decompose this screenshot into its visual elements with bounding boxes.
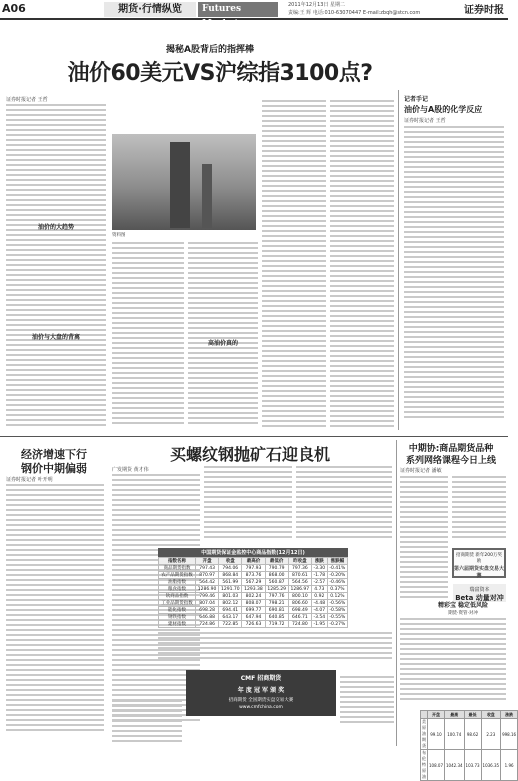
- table-cell: 646.71: [288, 614, 311, 621]
- table-cell: 798.21: [265, 600, 288, 607]
- table-cell: 1036.35: [481, 750, 501, 781]
- sidebar-title: 油价与A股的化学反应: [404, 105, 483, 114]
- sidebar-byline: 证券时报记者 王哲: [404, 118, 446, 124]
- bottom-left-headline-1: 经济增速下行: [21, 448, 87, 461]
- table-cell: 561.99: [219, 579, 242, 586]
- table-cell: 998.16: [501, 719, 518, 750]
- bottom-mid-text-3: [296, 466, 392, 541]
- oil-table-header-row: [421, 711, 518, 719]
- table-row: [159, 579, 348, 586]
- beta-ad-detail: 期货·资管·对冲: [448, 611, 478, 616]
- section-title: 期货·行情纵览: [104, 2, 196, 17]
- bottom-right-headline-2: 系列网络课程今日上线: [405, 456, 496, 466]
- table-note: [158, 632, 392, 662]
- table-cell: 790.79: [265, 565, 288, 572]
- table-cell: 98.62: [464, 719, 481, 750]
- table-row: [159, 621, 348, 628]
- table-row: [159, 600, 348, 607]
- sidebar-label: 记者手记: [404, 96, 429, 103]
- table-cell: 794.06: [219, 565, 242, 572]
- table-cell: -0.27%: [327, 621, 347, 628]
- table-header: 昨收盘: [288, 558, 311, 565]
- table-cell: -3.54: [311, 614, 327, 621]
- bottom-mid-text-2: [204, 466, 292, 541]
- table-cell: 690.81: [265, 607, 288, 614]
- table-cell: -1.95: [311, 621, 327, 628]
- lead-subhead-1: 油价的大趋势: [37, 224, 74, 231]
- table-cell: 799.46: [196, 593, 219, 600]
- table-cell: 商品期货指数: [159, 565, 196, 572]
- table-cell: 802.24: [242, 593, 265, 600]
- table-cell: 100.74: [445, 719, 465, 750]
- table-row: [159, 614, 348, 621]
- lead-column-2-text: [112, 242, 184, 427]
- table-cell: -0.41%: [327, 565, 347, 572]
- page-number: A06: [2, 2, 26, 15]
- table-cell: -4.48: [311, 600, 327, 607]
- table-cell: 797.93: [242, 565, 265, 572]
- oil-table-header: 收盘: [481, 711, 501, 719]
- table-cell: 1286.97: [288, 586, 311, 593]
- table-cell: 870.61: [288, 572, 311, 579]
- table-cell: 1.96: [501, 750, 518, 781]
- table-cell: 0.92: [311, 593, 327, 600]
- sidebar-text: [404, 126, 504, 421]
- table-header: 涨跌幅: [327, 558, 347, 565]
- table-cell: 108.07: [428, 750, 445, 781]
- table-cell: 643.17: [219, 614, 242, 621]
- bottom-left-byline: 证券时报记者 叶开明: [6, 477, 53, 483]
- section-title-en: Futures Market: [198, 2, 278, 17]
- bottom-right-headline-1: 中期协:商品期货品种: [408, 444, 494, 454]
- table-cell: 1042.34: [445, 750, 465, 781]
- table-cell: 719.72: [265, 621, 288, 628]
- table-cell: 103.73: [464, 750, 481, 781]
- table-cell: 560.87: [265, 579, 288, 586]
- table-cell: 722.85: [219, 621, 242, 628]
- table-header: 涨跌: [311, 558, 327, 565]
- lead-subhead-3: 高油价真的: [207, 340, 238, 347]
- table-row: [159, 586, 348, 593]
- table-cell: 724.86: [196, 621, 219, 628]
- cmf-advertisement[interactable]: [186, 670, 336, 716]
- table-cell: 软商品指数: [159, 593, 196, 600]
- table-cell: -3.30: [311, 565, 327, 572]
- oil-table-header: 涨跌: [501, 711, 518, 719]
- table-header: 收盘: [219, 558, 242, 565]
- beta-ad-tagline: 精彩宝 稳定低风险: [437, 602, 489, 609]
- table-cell: 564.42: [196, 579, 219, 586]
- table-header-row: [159, 558, 348, 565]
- lead-column-5-text: [330, 100, 394, 430]
- contest-advertisement[interactable]: [452, 548, 506, 578]
- oil-table-header: [421, 711, 428, 719]
- lead-subhead-2: 油价与大盘的背离: [31, 334, 80, 341]
- table-row: [159, 593, 348, 600]
- bottom-right-text-3: [400, 618, 506, 703]
- bottom-mid-text-5: [340, 676, 394, 726]
- table-cell: 647.94: [242, 614, 265, 621]
- table-cell: 870.97: [196, 572, 219, 579]
- beta-ad-sub: 瑞富资本: [469, 587, 490, 593]
- table-cell: 布伦特原油: [422, 750, 426, 779]
- oil-table-header: 最低: [464, 711, 481, 719]
- table-cell: -1.78: [311, 572, 327, 579]
- table-cell: -0.58%: [327, 607, 347, 614]
- oil-table-header: 开盘: [428, 711, 445, 719]
- table-cell: 726.63: [242, 621, 265, 628]
- bottom-left-headline-2: 钢价中期偏弱: [21, 462, 87, 475]
- lead-kicker: 揭秘A股背后的指挥棒: [166, 45, 254, 55]
- lead-byline: 证券时报记者 王哲: [6, 97, 48, 103]
- table-cell: 1285.29: [265, 586, 288, 593]
- table-cell: 646.88: [196, 614, 219, 621]
- lead-photo: [112, 134, 256, 230]
- table-header: 指数名称: [159, 558, 196, 565]
- table-cell: 868.84: [219, 572, 242, 579]
- table-cell: 1286.90: [196, 586, 219, 593]
- table-cell: 873.76: [242, 572, 265, 579]
- table-cell: -2.57: [311, 579, 327, 586]
- oil-table-body: [421, 719, 518, 781]
- contest-ad-title: 第六届期货实盘交易大赛: [454, 566, 505, 579]
- table-cell: 806.60: [288, 600, 311, 607]
- table-cell: 724.80: [288, 621, 311, 628]
- bottom-mid-byline: 广发期货 黄才伟: [112, 467, 149, 473]
- lead-headline: 油价60美元VS沪综指3100点?: [67, 61, 373, 86]
- table-cell: 868.00: [265, 572, 288, 579]
- section-divider: [0, 436, 508, 437]
- table-cell: 99.10: [428, 719, 445, 750]
- table-cell: 694.41: [219, 607, 242, 614]
- table-cell: 钢铁指数: [159, 614, 196, 621]
- table-cell: 698.49: [288, 607, 311, 614]
- photo-caption: 资料图: [112, 233, 126, 238]
- table-caption: 中国期货保证金监控中心商品指数(12月12日): [158, 548, 348, 557]
- bottom-mid-headline: 买螺纹钢抛矿石迎良机: [169, 445, 330, 464]
- issue-meta: 责编:王 辉 电话:010-63070447 E-mail:zbqh@stcn.com: [288, 10, 421, 16]
- table-header: 开盘: [196, 558, 219, 565]
- oil-table-row: [421, 719, 518, 750]
- contest-ad-text: 招商期货 新年200万奖励: [455, 553, 503, 564]
- table-cell: 808.07: [242, 600, 265, 607]
- cmf-ad-url: www.cmfchina.com: [239, 705, 283, 710]
- bottom-mid-text-4: [112, 700, 182, 745]
- photo-oil-tower-2: [202, 164, 212, 228]
- masthead: [0, 0, 508, 29]
- table-cell: -4.07: [311, 607, 327, 614]
- oil-table-row: [421, 750, 518, 781]
- table-cell: 698.28: [196, 607, 219, 614]
- table-cell: -0.20%: [327, 572, 347, 579]
- table-cell: 801.03: [219, 593, 242, 600]
- table-cell: 699.77: [242, 607, 265, 614]
- table-cell: 0.37%: [327, 586, 347, 593]
- table-header: 最高价: [242, 558, 265, 565]
- table-cell: 797.76: [265, 593, 288, 600]
- table-cell: 797.43: [196, 565, 219, 572]
- table-cell: 567.29: [242, 579, 265, 586]
- table-cell: -0.55%: [327, 614, 347, 621]
- table-cell: 1291.70: [219, 586, 242, 593]
- table-cell: 802.12: [219, 600, 242, 607]
- lead-column-4-text: [262, 100, 326, 430]
- table-cell: 564.56: [288, 579, 311, 586]
- table-cell: 粮食指数: [159, 586, 196, 593]
- cmf-ad-line-2: 招商期货 全国期货实盘交易大赛: [228, 698, 294, 703]
- oil-table-header: 最高: [445, 711, 465, 719]
- oil-price-table: [420, 710, 518, 781]
- bottom-right-text-1: [400, 476, 448, 601]
- table-cell: 4.73: [311, 586, 327, 593]
- table-cell: 工业品期货指数: [159, 600, 196, 607]
- beta-ad-brand: Beta 动量对冲: [455, 594, 504, 602]
- table-cell: 797.36: [288, 565, 311, 572]
- lead-column-1-text: [6, 104, 106, 429]
- table-cell: 美原油期货: [422, 719, 426, 748]
- table-row: [159, 607, 348, 614]
- cmf-ad-line-1: 年 度 冠 军 颁 奖: [237, 687, 285, 694]
- bottom-left-text: [6, 484, 104, 734]
- column-divider: [398, 90, 399, 430]
- table-cell: 0.12%: [327, 593, 347, 600]
- paper-logo: 证券时报: [464, 5, 504, 16]
- cmf-logo: CMF 招商期货: [240, 675, 282, 682]
- table-header: 最低价: [265, 558, 288, 565]
- table-cell: 油脂指数: [159, 579, 196, 586]
- column-divider-bottom: [396, 440, 397, 746]
- table-cell: 建材指数: [159, 621, 196, 628]
- table-cell: 能化指数: [159, 607, 196, 614]
- issue-date: 2011年12月13日 星期二: [288, 2, 346, 8]
- table-cell: 800.10: [288, 593, 311, 600]
- table-cell: 2.23: [481, 719, 501, 750]
- table-cell: -0.46%: [327, 579, 347, 586]
- table-cell: 807.04: [196, 600, 219, 607]
- table-cell: 640.85: [265, 614, 288, 621]
- table-body: [159, 565, 348, 628]
- table-cell: 1293.38: [242, 586, 265, 593]
- table-cell: -0.56%: [327, 600, 347, 607]
- table-cell: 农产品期货指数: [159, 572, 196, 579]
- commodity-index-table: [158, 548, 348, 628]
- lead-column-3-text: [188, 242, 258, 427]
- bottom-right-byline: 证券时报记者 潘敏: [400, 468, 442, 474]
- table-row: [159, 565, 348, 572]
- bottom-right-text-2: [452, 476, 506, 541]
- photo-oil-tower: [170, 142, 190, 228]
- table-row: [159, 572, 348, 579]
